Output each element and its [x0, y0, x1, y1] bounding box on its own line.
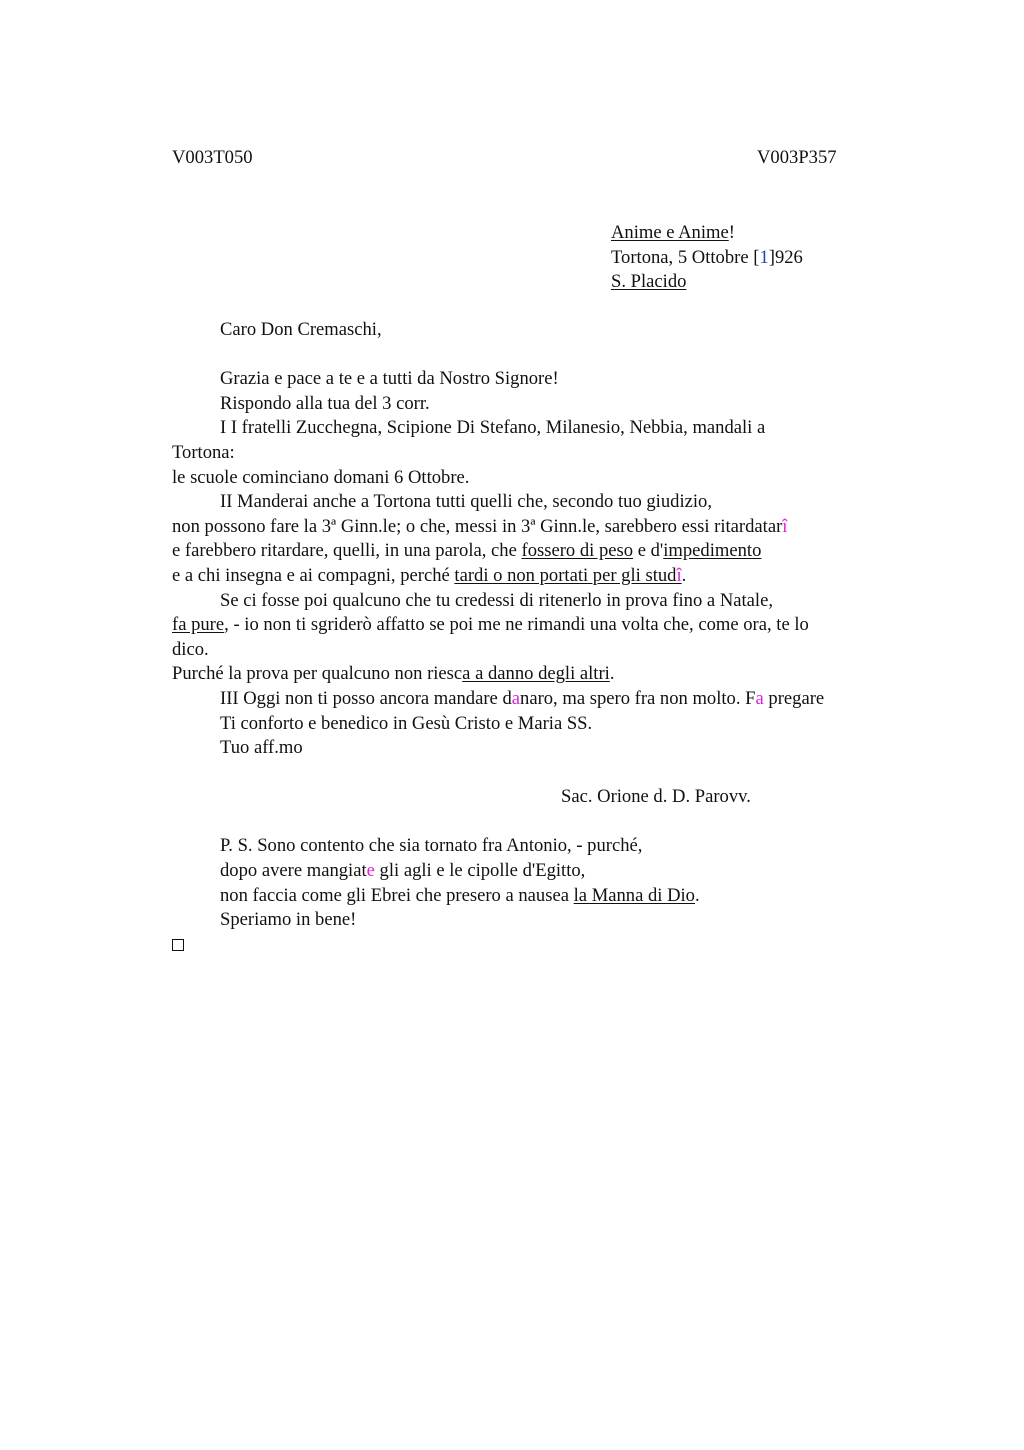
- saint-day: S. Placido: [611, 271, 687, 293]
- closing: Tuo aff.mo: [220, 737, 303, 759]
- postscript-line: P. S. Sono contento che sia tornato fra Antonio, - purché,: [220, 835, 643, 857]
- point-one-line: Tortona:: [172, 441, 235, 463]
- postscript-line: Speriamo in bene!: [220, 909, 357, 931]
- motto: Anime e Anime: [611, 222, 729, 243]
- point-two-line: e farebbero ritardare, quelli, in una parola, che fossero di peso e d'impedimento: [172, 540, 762, 562]
- end-marker: [172, 933, 912, 958]
- square-outline-icon: [172, 939, 184, 951]
- paragraph-reply: Rispondo alla tua del 3 corr.: [220, 392, 430, 414]
- postscript-line: dopo avere mangiate gli agli e le cipolle d'Egitto,: [220, 860, 586, 882]
- date-line: Tortona, 5 Ottobre [1]926: [611, 246, 803, 268]
- saint-line: [611, 270, 803, 295]
- postscript-line: non faccia come gli Ebrei che presero a nausea la Manna di Dio.: [220, 884, 700, 906]
- point-two-line: e a chi insegna e ai compagni, perché tardi o non portati per gli studî.: [172, 564, 687, 586]
- editorial-digit: 1: [759, 246, 769, 268]
- page-code-right: V003P357: [757, 147, 837, 168]
- motto-line: Anime e Anime!: [611, 222, 735, 243]
- paragraph-greeting: Grazia e pace a te e a tutti da Nostro Signore!: [220, 368, 559, 390]
- point-one-line: I I fratelli Zucchegna, Scipione Di Stefano, Milanesio, Nebbia, mandali a: [220, 417, 766, 439]
- salutation: Caro Don Cremaschi,: [220, 319, 382, 340]
- point-two-line: non possono fare la 3ª Ginn.le; o che, messi in 3ª Ginn.le, sarebbero essi ritardatarî: [172, 515, 788, 537]
- trial-paragraph-line: fa pure, - io non ti sgriderò affatto se poi me ne rimandi una volta che, come ora, te lo: [172, 614, 809, 636]
- letter-body: [172, 318, 912, 957]
- trial-paragraph-line: Se ci fosse poi qualcuno che tu credessi di ritenerlo in prova fino a Natale,: [220, 589, 773, 611]
- letter-heading: [611, 221, 803, 295]
- signature: Sac. Orione d. D. Parovv.: [561, 786, 751, 808]
- blessing-line: Ti conforto e benedico in Gesù Cristo e Maria SS.: [220, 712, 593, 734]
- trial-paragraph-line: Purché la prova per qualcuno non riesca a danno degli altri.: [172, 663, 615, 685]
- point-three-line: III Oggi non ti posso ancora mandare danaro, ma spero fra non molto. Fa pregare: [220, 687, 825, 709]
- trial-paragraph-line: dico.: [172, 638, 209, 660]
- point-two-line: II Manderai anche a Tortona tutti quelli che, secondo tuo giudizio,: [220, 491, 712, 513]
- point-one-line: le scuole cominciano domani 6 Ottobre.: [172, 466, 470, 488]
- volume-code-left: V003T050: [172, 147, 253, 168]
